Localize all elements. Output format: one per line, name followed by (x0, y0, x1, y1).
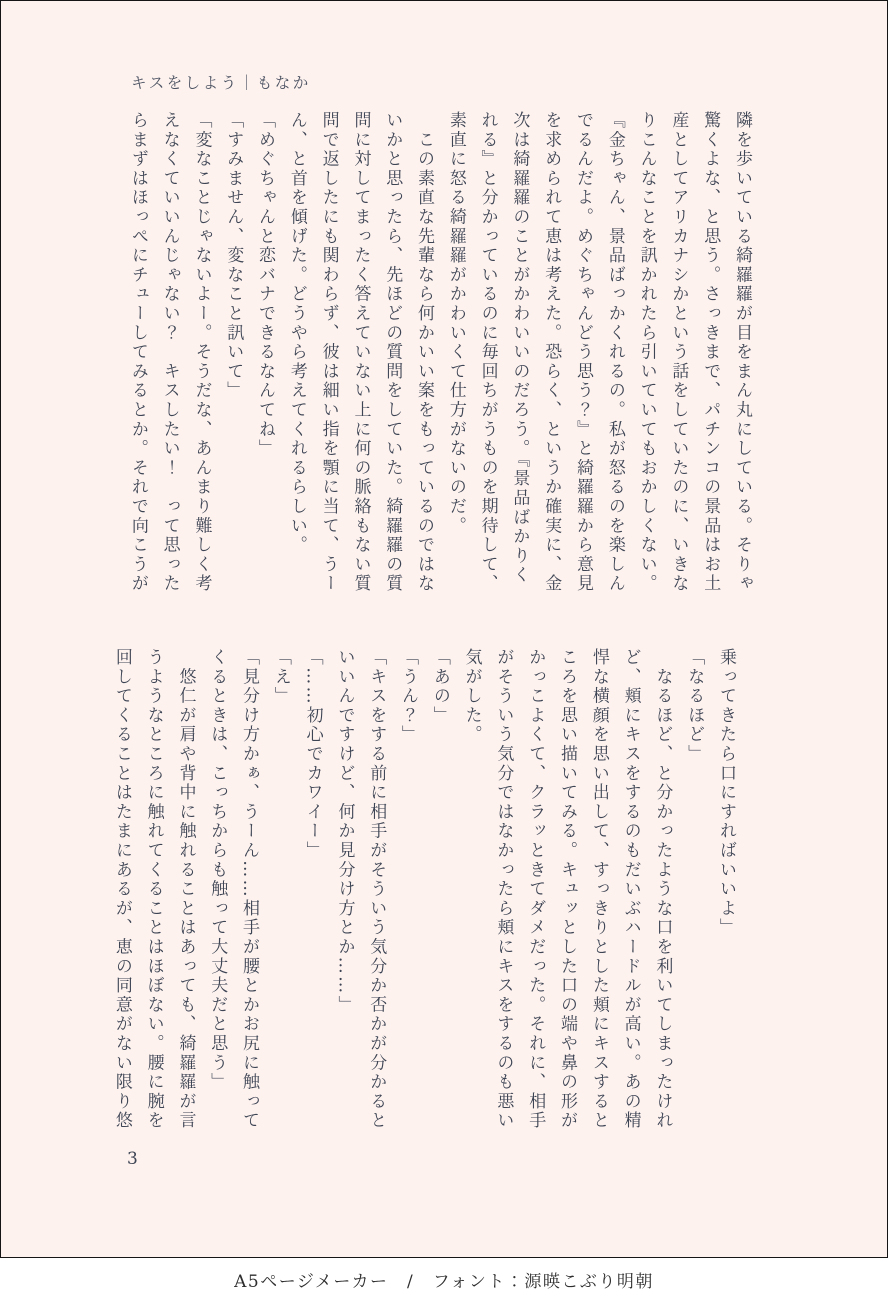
text-line: いかと思ったら、先ほどの質問をしていた。綺羅羅の質 (382, 111, 403, 594)
text-line: かっこよくて、クラッときてダメだった。それに、相手 (525, 648, 546, 1131)
text-line: 素直に怒る綺羅羅がかわいくて仕方がないのだ。 (445, 111, 466, 536)
text-line: りこんなことを訊かれたら引いていてもおかしくない。 (636, 111, 657, 594)
text-line: 問に対してまったく答えていない上に何の脈絡もない質 (350, 111, 371, 594)
text-line: 回してくることはたまにあるが、恵の同意がない限り悠 (111, 648, 132, 1131)
text-line: この素直な先輩なら何かいい案をもっているのではな (414, 111, 435, 594)
text-block-bottom (105, 648, 741, 1134)
page-header-title: キスをしよう｜もなか (131, 74, 311, 92)
text-line: いいんですけど、何か見分け方とか……」 (334, 648, 355, 1015)
text-line: 「キスをする前に相手がそういう気分か否かが分かると (366, 648, 387, 1131)
page-number: 3 (127, 1149, 138, 1169)
text-line: 「なるほど」 (684, 648, 705, 764)
text-block-top (121, 111, 757, 597)
text-line: 気がした。 (461, 648, 482, 745)
text-line: ころを思い描いてみる。キュッとした口の端や鼻の形が (557, 648, 578, 1131)
text-line: 悍な横顔を思い出して、すっきりとした頬にキスすると (588, 648, 609, 1131)
text-line: 産としてアリカナシかという話をしていたのに、いきな (668, 111, 689, 594)
footer-generator-credit: A5ページメーカー / フォント：源暎こぶり明朝 (234, 1271, 654, 1292)
text-line: 次は綺羅羅のことがかわいいのだろう。『景品ばかりく (509, 111, 530, 585)
text-line: 問で返したにも関わらず、彼は細い指を顎に当て、うー (318, 111, 339, 594)
text-line: 「見分け方かぁ、うーん……相手が腰とかお尻に触って (239, 648, 260, 1131)
text-line: 「変なことじゃないよー。そうだな、あんまり難しく考 (191, 111, 212, 594)
text-line: ん、と首を傾げた。どうやら考えてくれるらしい。 (286, 111, 307, 555)
text-line: 「すみません、変なこと訊いて」 (223, 111, 244, 401)
text-line: 「めぐちゃんと恋バナできるなんてね」 (255, 111, 276, 459)
text-line: でるんだよ。めぐちゃんどう思う？』と綺羅羅から意見 (573, 111, 594, 594)
text-line: くるときは、こっちからも触って大丈夫だと思う」 (207, 648, 228, 1092)
text-line: 悠仁が肩や背中に触れることはあっても、綺羅羅が言 (175, 648, 196, 1131)
text-line: れる』と分かっているのに毎回ちがうものを期待して、 (477, 111, 498, 594)
text-line: らまずはほっぺにチューしてみるとか。それで向こうが (127, 111, 148, 594)
text-line: うようなところに触れてくることはほぼない。腰に腕を (143, 648, 164, 1131)
text-line: 「……初心でカワイー」 (302, 648, 323, 861)
text-line: 『金ちゃん、景品ばっかくれるの。私が怒るのを楽しん (604, 111, 625, 594)
text-line: ど、頬にキスをするのもだいぶハードルが高い。あの精 (620, 648, 641, 1131)
text-line: 「うん？」 (398, 648, 419, 745)
footer-bar (0, 1258, 888, 1300)
text-line: がそういう気分ではなかったら頬にキスをするのも悪い (493, 648, 514, 1131)
text-line: 「え」 (270, 648, 291, 706)
text-line: 「あの」 (429, 648, 450, 726)
text-line: 驚くよな、と思う。さっきまで、パチンコの景品はお土 (700, 111, 721, 594)
text-line: 乗ってきたら口にすればいいよ」 (716, 648, 736, 938)
text-line: を求められて恵は考えた。恐らく、というか確実に、金 (541, 111, 562, 594)
text-line: えなくていいんじゃない？ キスしたい！ って思った (159, 111, 180, 594)
text-line: なるほど、と分かったような口を利いてしまったけれ (652, 648, 673, 1131)
text-line: 隣を歩いている綺羅羅が目をまん丸にしている。そりゃ (732, 111, 752, 594)
